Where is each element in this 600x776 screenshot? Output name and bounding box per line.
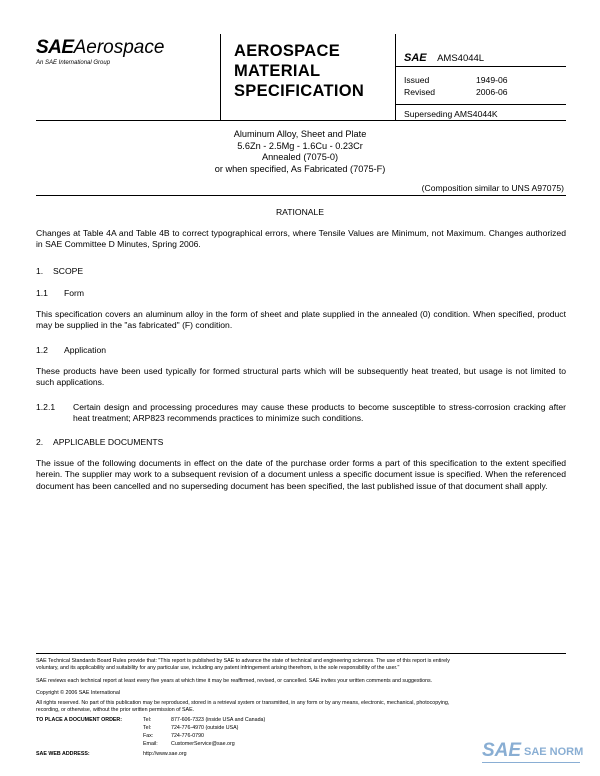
title-line-3: Annealed (7075-0) [261, 152, 339, 162]
order-label: TO PLACE A DOCUMENT ORDER: [36, 717, 123, 723]
footer-review: SAE reviews each technical report at least every five years at which time it may be reaffirmed, revised, or cancelled. SAE invites your written comments and suggestions. [36, 678, 433, 684]
section-1-2-heading [36, 345, 106, 355]
section-1-1-text: This specification covers an aluminum alloy in the form of sheet and plate supplied in the annealed (0) condition. When specified, product may be supplied in the "as fabricated" (F) condition. [36, 309, 566, 331]
footer-rules-line-2: voluntary, and its applicability and suitability for any particular use, including any patent infringement arising therefrom, is the sole responsibility of the user." [36, 665, 400, 671]
sae-mark: SAE [404, 52, 427, 64]
tel1-label: Tel: [143, 717, 152, 723]
sae-aerospace-logo [36, 38, 216, 67]
footer-rights-line-2: recording, or otherwise, without the prior written permission of SAE. [36, 707, 195, 713]
title-line-1: Aluminum Alloy, Sheet and Plate [233, 129, 367, 139]
material-title [150, 129, 450, 175]
watermark-norm-text: SAE NORM [524, 746, 584, 758]
section-1-1-heading [36, 288, 84, 298]
doc-number-block [404, 48, 484, 66]
section-1-2-1-number: 1.2.1 [36, 402, 56, 412]
tel2-value: 724-776-4970 (outside USA) [171, 725, 239, 731]
section-1-title: SCOPE [53, 266, 84, 276]
section-2-heading [36, 437, 163, 447]
section-1-1-number: 1.1 [36, 288, 48, 298]
revised-date: 2006-06 [476, 87, 508, 97]
doc-type-line-1: AEROSPACE [234, 42, 340, 60]
rationale-heading: RATIONALE [275, 207, 325, 217]
section-1-2-title: Application [64, 345, 107, 355]
doc-number: AMS4044L [437, 53, 485, 64]
section-2-text: The issue of the following documents in effect on the date of the purchase order forms a part of this specification to the extent specified herein. The supplier may work to a subsequent revision of a document unless a specific document issue is specified. When the referenced document has been cancelled and no superseding document has been specified, the last published issue of that document shall apply. [36, 458, 566, 491]
section-1-1-title: Form [64, 288, 85, 298]
watermark-sae-mark: SAE [482, 740, 522, 761]
logo-tagline: An SAE International Group [36, 60, 111, 66]
issued-date: 1949-06 [476, 75, 508, 85]
issued-label: Issued [404, 75, 430, 85]
rationale-text: Changes at Table 4A and Table 4B to correct typographical errors, where Tensile Values are Minimum, not Maximum. Changes authorized in SAE Committee D Minutes, Spring 2006. [36, 228, 566, 250]
title-line-4: or when specified, As Fabricated (7075-F) [214, 163, 386, 174]
section-1-heading [36, 266, 83, 276]
section-1-2-text: These products have been used typically for formed structural parts which will be subsequently heat treated, but usage is not limited to such applications. [36, 366, 566, 388]
composition-note: (Composition similar to UNS A97075) [421, 183, 564, 193]
fax-value: 724-776-0790 [171, 733, 204, 739]
footer-rights-line-1: All rights reserved. No part of this publication may be reproduced, stored in a retrieval system or transmitted, in any form or by any means, electronic, mechanical, photocopying, [36, 700, 450, 706]
section-1-2-number: 1.2 [36, 345, 48, 355]
footer-rules-line-1: SAE Technical Standards Board Rules provide that: "This report is published by SAE to advance the state of technical and engineering sciences. The use of this report is entirely [36, 658, 450, 664]
sae-norm-watermark [482, 741, 582, 767]
web-label: SAE WEB ADDRESS: [36, 751, 90, 757]
logo-sae-text: SAE [36, 37, 74, 58]
logo-aerospace-text: Aerospace [73, 37, 165, 58]
fax-label: Fax: [143, 733, 154, 739]
section-1-2-1-text: Certain design and processing procedures may cause these products to become susceptible to stress-corrosion cracking after heat treatment; ARP823 recommends practices to minimize such conditions. [73, 402, 566, 424]
doc-type-title [234, 41, 364, 101]
footer-copyright: Copyright © 2006 SAE International [36, 690, 120, 696]
title-line-2: 5.6Zn - 2.5Mg - 1.6Cu - 0.23Cr [237, 140, 363, 151]
section-2-title: APPLICABLE DOCUMENTS [53, 437, 164, 447]
superseding-note: Superseding AMS4044K [404, 109, 498, 119]
email-value[interactable]: CustomerService@sae.org [171, 741, 235, 747]
doc-type-line-3: SPECIFICATION [234, 82, 365, 100]
doc-type-line-2: MATERIAL [234, 62, 321, 80]
email-label: Email: [143, 741, 158, 747]
section-2-number: 2. [36, 437, 44, 447]
tel1-value: 877-606-7323 (inside USA and Canada) [171, 717, 266, 723]
section-1-number: 1. [36, 266, 44, 276]
revised-label: Revised [404, 87, 436, 97]
tel2-label: Tel: [143, 725, 152, 731]
web-address-link[interactable]: http://www.sae.org [143, 751, 187, 757]
